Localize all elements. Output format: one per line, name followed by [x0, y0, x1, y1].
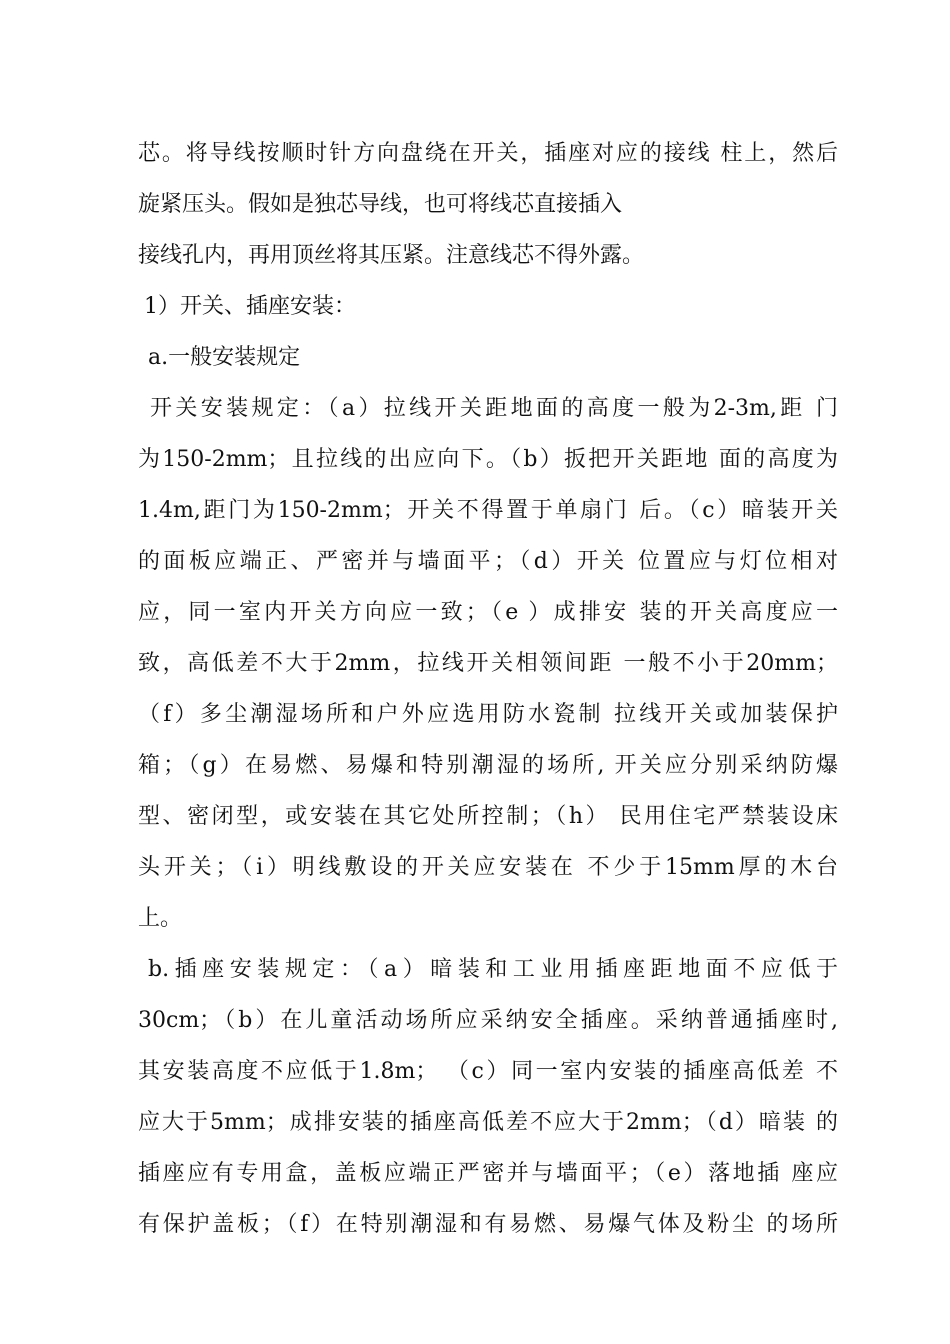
text-line: 的面板应端正、严密并与墙面平；（d）开关 位置应与灯位相对	[138, 549, 838, 574]
text-line: 应大于5mm；成排安装的插座高低差不应大于2mm；（d）暗装 的	[138, 1110, 838, 1135]
text-line: 致，高低差不大于2mm，拉线开关相领间距 一般不小于20mm；	[138, 651, 838, 676]
text-line: 接线孔内，再用顶丝将其压紧。注意线芯不得外露。	[138, 243, 645, 268]
list-heading: 1）开关、插座安装：	[144, 294, 356, 319]
text-line: 应，同一室内开关方向应一致；（e ）成排安 装的开关高度应一	[138, 600, 838, 625]
text-line: b.插座安装规定：（a）暗装和工业用插座距地面不应低于	[148, 957, 838, 982]
text-line: 旋紧压头。假如是独芯导线，也可将线芯直接插入	[138, 192, 623, 217]
text-line: 头开关；（i）明线敷设的开关应安装在 不少于15mm厚的木台	[138, 855, 838, 880]
text-line: 1.4m,距门为150-2mm；开关不得置于单扇门 后。（c）暗装开关	[138, 498, 838, 523]
text-line: 为150-2mm；且拉线的出应向下。（b）扳把开关距地 面的高度为	[138, 447, 838, 472]
text-line: （f）多尘潮湿场所和户外应选用防水瓷制 拉线开关或加装保护	[138, 702, 838, 727]
text-line: 有保护盖板；（f）在特别潮湿和有易燃、易爆气体及粉尘 的场所	[138, 1212, 838, 1237]
text-line: 上。	[138, 906, 183, 931]
text-line: 箱；（g）在易燃、易爆和特别潮湿的场所, 开关应分别采纳防爆	[138, 753, 838, 778]
text-line: 开关安装规定：（a）拉线开关距地面的高度一般为2-3m,距 门	[150, 396, 838, 421]
document-body	[138, 128, 838, 1250]
section-heading: a.一般安装规定	[148, 345, 301, 370]
text-line: 芯。将导线按顺时针方向盘绕在开关，插座对应的接线 柱上，然后	[138, 141, 838, 166]
text-line: 30cm；（b）在儿童活动场所应采纳安全插座。采纳普通插座时,	[138, 1008, 838, 1033]
text-line: 型、密闭型，或安装在其它处所控制；（h） 民用住宅严禁装设床	[138, 804, 838, 829]
text-line: 插座应有专用盒，盖板应端正严密并与墙面平；（e）落地插 座应	[138, 1161, 838, 1186]
text-line: 其安装高度不应低于1.8m； （c）同一室内安装的插座高低差 不	[138, 1059, 838, 1084]
